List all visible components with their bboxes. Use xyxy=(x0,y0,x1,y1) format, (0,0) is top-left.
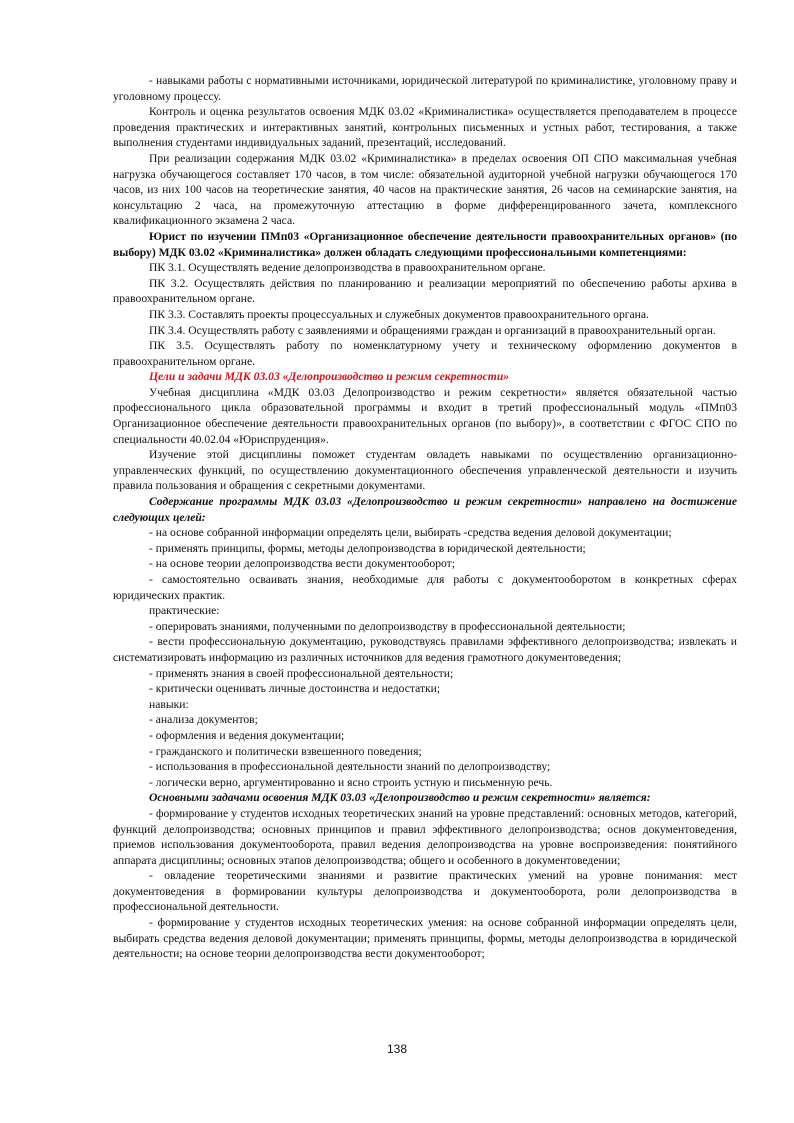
list-item: - анализа документов; xyxy=(149,713,258,727)
list-item: - формирование у студентов исходных теоретических знаний на уровне представлений: основных методов, категорий, функций делопроизводства; основных принципов и правил эффективного делопроизводства; основ документоведения, приемов использования документооборота, правил ведения делопроизводства на уровне воспроизведения: понятийного аппарата дисциплины; основных этапов делопроизводства; общего и особенного в документоведении; xyxy=(113,806,737,867)
competency-item: ПК 3.1. Осуществлять ведение делопроизводства в правоохранительном органе. xyxy=(149,261,546,275)
section-heading: Основными задачами освоения МДК 03.03 «Делопроизводство и режим секретности» является: xyxy=(149,791,651,805)
list-item: - применять знания в своей профессиональной деятельности; xyxy=(149,666,454,680)
list-item: - оперировать знаниями, полученными по делопроизводству в профессиональной деятельности; xyxy=(149,619,626,633)
list-item: - на основе теории делопроизводства вести документооборот; xyxy=(149,557,455,571)
list-item: - критически оценивать личные достоинства и недостатки; xyxy=(149,682,441,696)
competency-item: ПК 3.2. Осуществлять действия по планированию и реализации мероприятий по обеспечению работы архива в правоохранительном органе. xyxy=(113,276,737,306)
list-item: - использования в профессиональной деятельности знаний по делопроизводству; xyxy=(149,760,551,774)
section-heading: Содержание программы МДК 03.03 «Делопроизводство и режим секретности» направлено на достижение следующих целей: xyxy=(113,495,737,524)
list-item: - оформления и ведения документации; xyxy=(149,728,345,742)
section-heading: Юрист по изучении ПМп03 «Организационное обеспечение деятельности правоохранительных органов» (по выбору) МДК 03.02 «Криминалистика» должен обладать следующими профессиональными компетенциями: xyxy=(113,229,737,259)
paragraph: Контроль и оценка результатов освоения МДК 03.02 «Криминалистика» осуществляется преподавателем в процессе проведения практических и интерактивных занятий, контрольных письменных и устных работ, тестирования, а также выполнения студентами индивидуальных заданий, презентаций, исследований. xyxy=(113,105,737,150)
paragraph: При реализации содержания МДК 03.02 «Криминалистика» в пределах освоения ОП СПО максимальная учебная нагрузка обучающегося составляет 170 часов, в том числе: обязательной аудиторной учебной нагрузки обучающегося 170 часов, из них 100 часов на теоретические занятия, 40 часов на практические занятия, 26 часов на семинарские занятия, на консультацию 2 часа, на промежуточную аттестацию в форме дифференцированного зачета, комплексного квалификационного экзамена 2 часа. xyxy=(113,151,737,228)
competency-item: ПК 3.4. Осуществлять работу с заявлениями и обращениями граждан и организаций в правоохранительный орган. xyxy=(149,323,716,337)
list-label: навыки: xyxy=(149,697,189,711)
list-item: - самостоятельно осваивать знания, необходимые для работы с документооборотом в конкретных сферах юридических практик. xyxy=(113,573,737,602)
list-label: практические: xyxy=(149,604,220,618)
list-item: - вести профессиональную документацию, руководствуясь правилами эффективного делопроизводства; извлекать и систематизировать информацию из различных источников для ведения грамотного документоведения; xyxy=(113,635,737,664)
paragraph: Учебная дисциплина «МДК 03.03 Делопроизводство и режим секретности» является обязательной частью профессионального цикла образовательной программы и входит в третий профессиональный модуль «ПМп03 Организационное обеспечение деятельности правоохранительных органов (по выбору)», в соответствии с ФГОС СПО по специальности 40.02.04 «Юриспруденция». xyxy=(113,385,737,446)
list-item: - логически верно, аргументированно и ясно строить устную и письменную речь. xyxy=(149,775,553,789)
paragraph: Изучение этой дисциплины поможет студентам овладеть навыками по осуществлению организационно-управленческих функций, по осуществлению документационного обеспечения управленческой деятельности и изучить правила пользования и обращения с секретными документами. xyxy=(113,448,737,493)
list-item: - формирование у студентов исходных теоретических умения: на основе собранной информации определять цели, выбирать средства ведения деловой документации; применять принципы, формы, методы делопроизводства в юридической деятельности; на основе теории делопроизводства вести документооборот; xyxy=(113,916,737,961)
paragraph: - навыками работы с нормативными источниками, юридической литературой по криминалистике, уголовному праву и уголовному процессу. xyxy=(113,74,737,103)
competency-item: ПК 3.3. Составлять проекты процессуальных и служебных документов правоохранительного органа. xyxy=(149,307,649,321)
list-item: - гражданского и политически взвешенного поведения; xyxy=(149,744,422,758)
document-body xyxy=(113,73,737,962)
page-number: 138 xyxy=(386,1042,408,1056)
section-title: Цели и задачи МДК 03.03 «Делопроизводство и режим секретности» xyxy=(149,370,510,384)
list-item: - овладение теоретическими знаниями и развитие практических умений на уровне понимания: мест документоведения в формировании культуры делопроизводства и документооборота, роли делопроизводства в профессиональной деятельности. xyxy=(113,869,737,914)
list-item: - применять принципы, формы, методы делопроизводства в юридической деятельности; xyxy=(149,541,586,555)
list-item: - на основе собранной информации определять цели, выбирать -средства ведения деловой документации; xyxy=(149,526,672,540)
competency-item: ПК 3.5. Осуществлять работу по номенклатурному учету и техническому оформлению документов в правоохранительном органе. xyxy=(113,339,737,368)
